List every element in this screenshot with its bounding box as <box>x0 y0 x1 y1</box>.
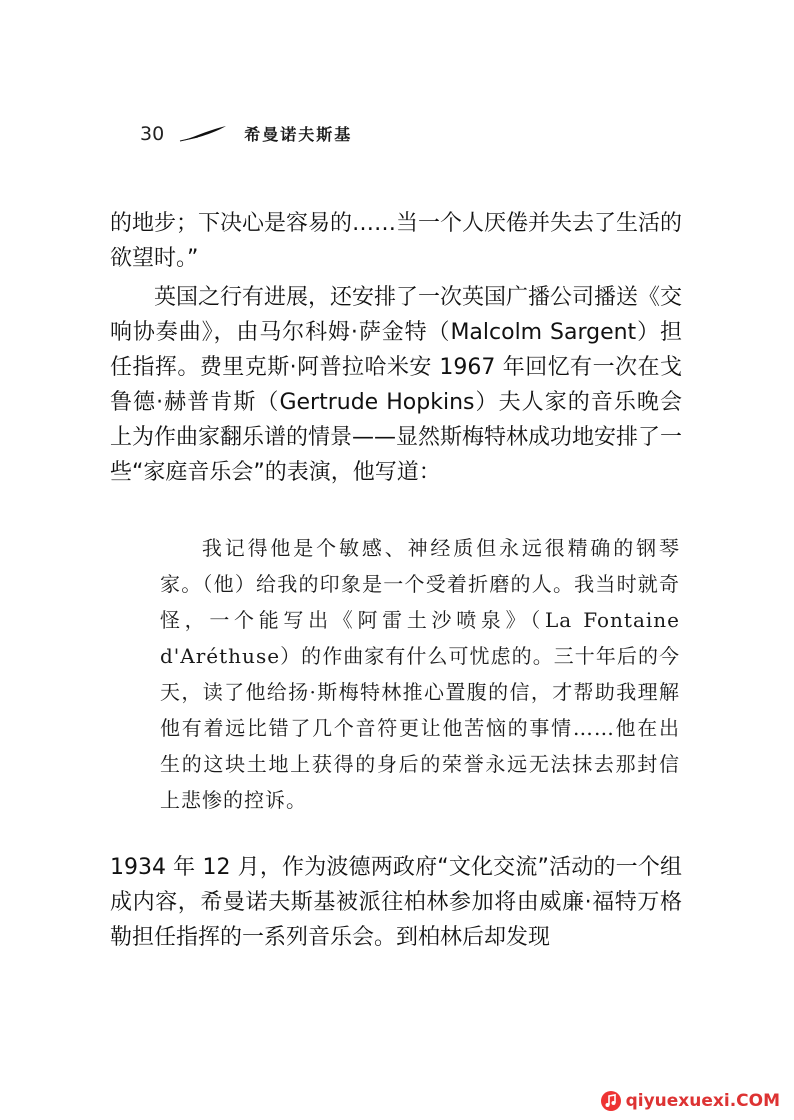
block-quote-text: 我记得他是个敏感、神经质但永远很精确的钢琴家。（他）给我的印象是一个受着折磨的人。我当时就奇怪，一个能写出《阿雷土沙喷泉》（La Fontaine d'Aréthuse）的作曲家有什么可忧虑的。三十年后的今天，读了他给扬·斯梅特林推心置腹的信，才帮助我理解他有着远比错了几个音符更让他苦恼的事情……他在出生的这块土地上获得的身后的荣誉永远无法抹去那封信上悲惨的控诉。 <box>160 536 680 812</box>
feather-icon <box>178 124 228 144</box>
site-watermark <box>600 1090 780 1112</box>
block-quote <box>160 530 680 818</box>
paragraph-1: 的地步；下决心是容易的……当一个人厌倦并失去了生活的欲望时。” <box>110 211 683 271</box>
paragraph-2-text: 英国之行有进展，还安排了一次英国广播公司播送《交响协奏曲》，由马尔科姆·萨金特（Malcolm Sargent）担任指挥。费里克斯·阿普拉哈米安 1967 年回忆有一次在戈鲁德·赫普肯斯（Gertrude Hopkins）夫人家的音乐晚会上为作曲家翻乐谱的情景——显然斯梅特林成功地安排了一些“家庭音乐会”的表演，他写道： <box>110 285 683 485</box>
running-title: 希曼诺夫斯基 <box>244 125 353 144</box>
page-header <box>140 122 352 145</box>
music-note-icon <box>600 1090 622 1112</box>
paragraph-3: 1934 年 12 月，作为波德两政府“文化交流”活动的一个组成内容，希曼诺夫斯基被派往柏林参加将由威廉·福特万格勒担任指挥的一系列音乐会。到柏林后却发现 <box>110 855 682 950</box>
page-number: 30 <box>140 122 165 145</box>
watermark-text: qiyuexuexi.COM <box>625 1091 780 1111</box>
paragraph-2 <box>110 280 682 490</box>
